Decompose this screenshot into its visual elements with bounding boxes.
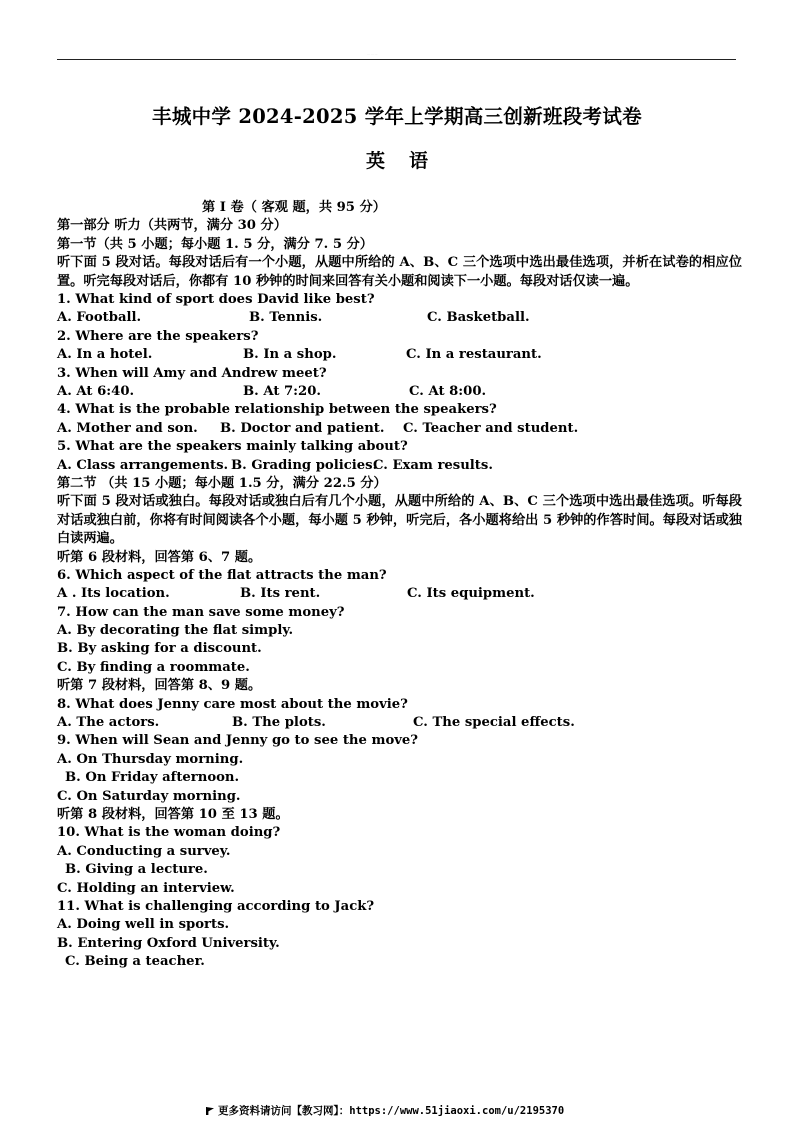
option-a: A. Doing well in sports. (57, 917, 230, 933)
question-11: 11. What is challenging according to Jack? (57, 898, 375, 914)
option-c: C. On Saturday morning. (57, 788, 241, 804)
option-c: C. At 8:00. (409, 383, 487, 399)
material-8-note: 听第 8 段材料，回答第 10 至 13 题。 (57, 806, 289, 822)
section1-instructions: 听下面 5 段对话。每段对话后有一个小题，从题中所给的 A、B、C 三个选项中选出最佳选项，并析在试卷的相应位置。听完每段对话后，你都有 10 秒钟的时间来回答有关小题和阅读下一小题。每段对话仅读一遍。 (57, 255, 742, 289)
material-7-note: 听第 7 段材料，回答第 8、9 题。 (57, 678, 262, 694)
volume-heading: 第 I 卷（ 客观 题，共 95 分） (202, 200, 386, 215)
section2-instructions: 听下面 5 段对话或独白。每段对话或独白后有几个小题，从题中所给的 A、B、C 三个选项中选出最佳选项。听每段对话或独白前，你将有时间阅读各个小题，每小题 5 秒钟，听完后，各小题将给出 5 秒钟的作答时间。每段对话或独白读两遍。 (57, 494, 742, 547)
option-b: B. Doctor and patient. (220, 420, 385, 436)
option-a: A. Mother and son. (57, 420, 198, 436)
exam-title: 丰城中学 2024-2025 学年上学期高三创新班段考试卷 (152, 105, 642, 128)
option-a: A. Class arrangements. (57, 457, 229, 473)
option-b: B. Entering Oxford University. (57, 935, 280, 951)
option-c: C. By finding a roommate. (57, 659, 250, 675)
question-8: 8. What does Jenny care most about the movie? (57, 696, 408, 712)
material-6-note: 听第 6 段材料，回答第 6、7 题。 (57, 549, 262, 565)
option-c: C. Teacher and student. (403, 420, 579, 436)
question-4-options (57, 420, 742, 438)
header-tiny-text: ··· ··· ··· (367, 52, 378, 56)
question-2-options (57, 346, 742, 364)
option-b: B. Tennis. (249, 310, 323, 326)
option-b: B. By asking for a discount. (57, 641, 262, 657)
option-b: B. Its rent. (240, 586, 321, 602)
option-c: C. Being a teacher. (65, 954, 205, 970)
question-3-options (57, 383, 742, 401)
question-4: 4. What is the probable relationship between the speakers? (57, 402, 497, 418)
section2-heading: 第二节 （共 15 小题；每小题 1.5 分，满分 22.5 分） (57, 475, 387, 491)
footer-link[interactable]: 更多资料请访问【教习网】：https://www.51jiaoxi.com/u/2195370 (218, 1105, 565, 1117)
option-b: B. Grading policies. (231, 457, 378, 473)
option-c: C. In a restaurant. (406, 347, 542, 363)
header-rule (57, 59, 736, 60)
option-a: A. Football. (57, 310, 142, 326)
question-5: 5. What are the speakers mainly talking about? (57, 439, 408, 455)
question-1: 1. What kind of sport does David like best? (57, 291, 375, 307)
option-c: C. Exam results. (373, 457, 493, 473)
option-b: B. In a shop. (243, 347, 337, 363)
section1-heading: 第一节（共 5 小题；每小题 1. 5 分，满分 7. 5 分） (57, 236, 373, 252)
part1-heading: 第一部分 听力（共两节，满分 30 分） (57, 218, 287, 234)
question-10: 10. What is the woman doing? (57, 825, 281, 841)
option-a: A. The actors. (57, 715, 160, 731)
question-2: 2. Where are the speakers? (57, 328, 259, 344)
option-a: A. By decorating the flat simply. (57, 623, 294, 639)
question-6-options (57, 585, 742, 603)
question-5-options (57, 457, 742, 475)
option-b: B. On Friday afternoon. (65, 770, 240, 786)
question-8-options (57, 714, 742, 732)
option-c: C. The special effects. (413, 715, 575, 731)
question-9: 9. When will Sean and Jenny go to see the move? (57, 733, 419, 749)
option-a: A. Conducting a survey. (57, 843, 231, 859)
option-a: A. At 6:40. (57, 383, 135, 399)
option-b: B. At 7:20. (243, 383, 321, 399)
option-a: A. On Thursday morning. (57, 751, 244, 767)
option-c: C. Holding an interview. (57, 880, 235, 896)
question-1-options (57, 309, 742, 327)
option-a: A . Its location. (57, 586, 170, 602)
exam-subject: 英语 (365, 150, 452, 172)
exam-content (57, 199, 742, 971)
option-b: B. Giving a lecture. (65, 862, 208, 878)
question-7: 7. How can the man save some money? (57, 604, 345, 620)
question-3: 3. When will Amy and Andrew meet? (57, 365, 327, 381)
flag-icon (206, 1107, 214, 1115)
option-a: A. In a hotel. (57, 347, 153, 363)
option-c: C. Its equipment. (407, 586, 535, 602)
question-6: 6. Which aspect of the flat attracts the man? (57, 567, 387, 583)
footer (206, 1103, 564, 1118)
option-c: C. Basketball. (427, 310, 530, 326)
option-b: B. The plots. (232, 715, 326, 731)
